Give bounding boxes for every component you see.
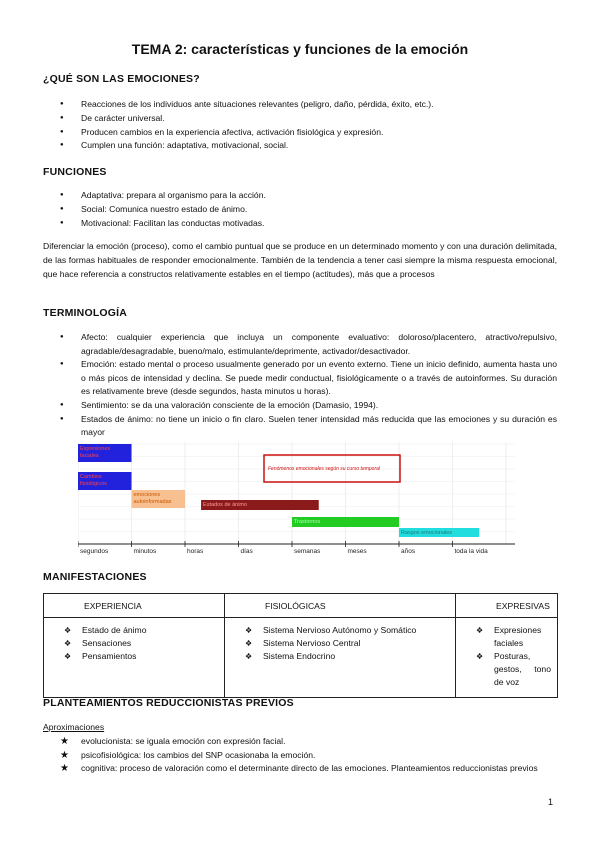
list-funciones [60, 189, 266, 230]
list-terminologia [60, 331, 557, 440]
list-item: ❖ Sistema Nervioso Central [245, 637, 449, 650]
col-expresivas [456, 618, 558, 698]
bar-label: emociones [133, 492, 161, 498]
list-item: ❖ Sistema Nervioso Autónomo y Somático [245, 624, 449, 637]
x-tick-label: horas [187, 548, 204, 555]
x-tick-label: semanas [294, 548, 321, 555]
x-tick-label: segundos [80, 548, 109, 555]
emotion-timeline-chart [78, 438, 515, 556]
list-item: ● Reacciones de los individuos ante situaciones relevantes (peligro, daño, pérdida, éxito, etc.). [60, 98, 434, 112]
list-item: ● Adaptativa: prepara al organismo para la acción. [60, 189, 266, 203]
list-item: ❖ Sistema Endocrino [245, 650, 449, 663]
list-item: ❖ Sensaciones [64, 637, 218, 650]
header-experiencia: EXPERIENCIA [44, 594, 225, 618]
bar-label: Expresiones [80, 446, 111, 452]
funciones-paragraph: Diferenciar la emoción (proceso), como el cambio puntual que se produce en un determinado momento y con una duración delimitada, de las formas habituales de responder emocionalmente. También de la tendencia a tener casi siempre la misma respuesta emocional, que hace referencia a constructos relativamente estables en el tiempo (actitudes), más que a procesos [43, 241, 557, 279]
x-tick-label: días [240, 548, 253, 555]
list-aproximaciones [60, 735, 557, 776]
list-item: ● Social: Comunica nuestro estado de ánimo. [60, 203, 266, 217]
list-item: ★ cognitiva: proceso de valoración como el determinante directo de las emociones. Planteamientos reduccionistas previos [60, 762, 557, 776]
list-item: ● Cumplen una función: adaptativa, motivacional, social. [60, 139, 434, 153]
section-heading-que-son: ¿QUÉ SON LAS EMOCIONES? [43, 73, 200, 85]
list-item: ● Emoción: estado mental o proceso usualmente generado por un evento externo. Tiene un inicio definido, aumenta hasta uno o más picos de intensidad y declina. Se puede medir conductual, fisiológicamente o a través de autoinformes. Su duración es relativamente breve (desde segundos, hasta minutos u horas). [60, 358, 557, 399]
x-tick-label: minutos [133, 548, 157, 555]
list-item: ● Producen cambios en la experiencia afectiva, activación fisiológica y expresión. [60, 126, 434, 140]
bar-label: Estados de ánimo [203, 502, 248, 508]
bar-label: autoinformadas [133, 499, 172, 505]
bar-label: Rasgos emocionales [401, 530, 453, 536]
list-item: ● De carácter universal. [60, 112, 434, 126]
section-heading-planteamientos: PLANTEAMIENTOS REDUCCIONISTAS PREVIOS [43, 697, 294, 709]
list-item: ★ evolucionista: se iguala emoción con expresión facial. [60, 735, 557, 749]
page-number: 1 [548, 797, 554, 807]
list-item: ❖ Expresiones faciales [476, 624, 551, 650]
x-tick-label: meses [347, 548, 367, 555]
section-heading-funciones: FUNCIONES [43, 166, 107, 178]
list-item: ● Sentimiento: se da una valoración consciente de la emoción (Damasio, 1994). [60, 399, 557, 413]
page-title: TEMA 2: características y funciones de la emoción [131, 41, 469, 57]
list-item: ❖ Posturas, gestos, tono de voz [476, 650, 551, 689]
subheading-aproximaciones: Aproximaciones [43, 722, 105, 732]
list-item: ● Motivacional: Facilitan las conductas motivadas. [60, 217, 266, 231]
manifestaciones-table [43, 593, 558, 698]
list-item: ❖ Estado de ánimo [64, 624, 218, 637]
section-heading-terminologia: TERMINOLOGÍA [43, 307, 128, 319]
x-tick-label: toda la vida [454, 548, 488, 555]
chart-title: Fenómenos emocionales según su curso temporal [268, 466, 381, 472]
list-item: ● Estados de ánimo: no tiene un inicio o fin claro. Suelen tener intensidad más reducida que las emociones y su duración es mayor [60, 413, 557, 440]
col-experiencia [44, 618, 225, 698]
section-heading-manifestaciones: MANIFESTACIONES [43, 571, 147, 583]
list-item: ★ psicofisiológica: los cambios del SNP ocasionaba la emoción. [60, 749, 557, 763]
list-que-son [60, 98, 434, 153]
col-fisiologicas [225, 618, 456, 698]
list-item: ❖ Pensamientos [64, 650, 218, 663]
header-expresivas: EXPRESIVAS [456, 594, 558, 618]
bar-label: Trastornos [294, 519, 321, 525]
list-item: ● Afecto: cualquier experiencia que incluya un componente evaluativo: doloroso/placentero, atractivo/repulsivo, agradable/desagradable, bueno/malo, estimulante/deprimente, activador/desactivador. [60, 331, 557, 358]
bar-label: fisiológicos [80, 481, 107, 487]
x-tick-label: años [401, 548, 416, 555]
header-fisiologicas: FISIOLÓGICAS [225, 594, 456, 618]
bar-label: Cambios [80, 474, 102, 480]
bar-label: faciales [80, 453, 99, 459]
